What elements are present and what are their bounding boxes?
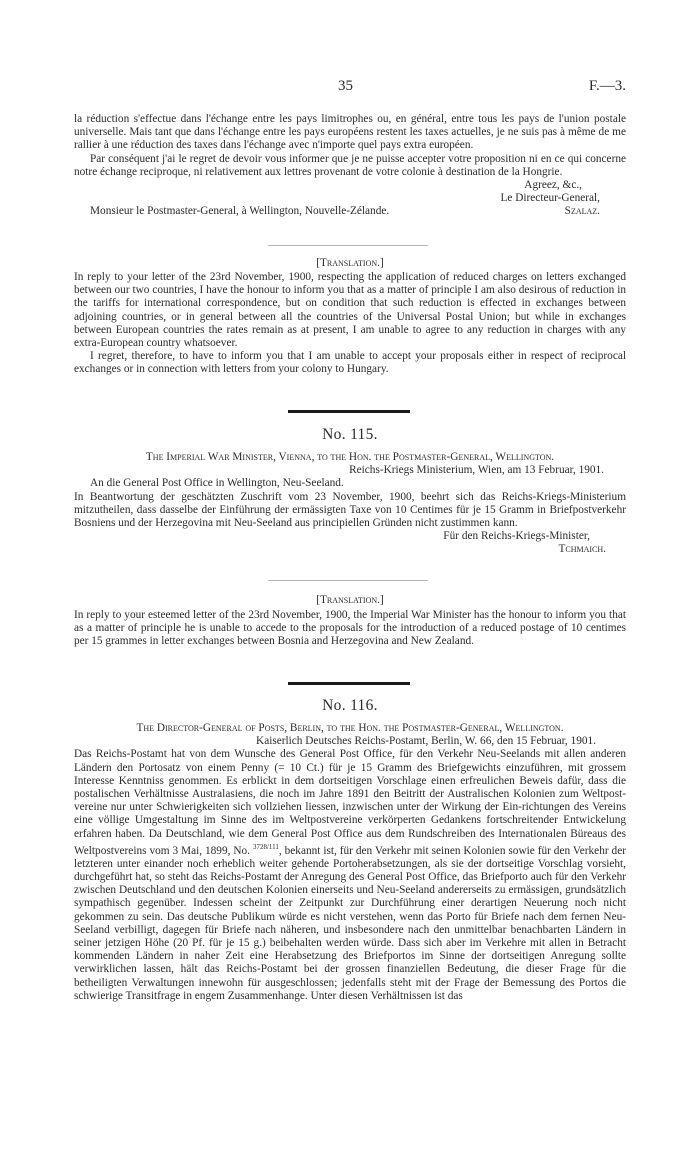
letter-116 xyxy=(74,722,626,1003)
closing-title: Le Directeur-General, xyxy=(500,192,600,205)
letter-body: In Beantwortung der geschätzten Zuschrift vom 23 November, 1900, beehrt sich das Reichs-Kriegs-Ministerium mitzutheilen, dass dasselbe der Einführung der ermässigten Taxe von 10 Centimes für je 15 Gramm in Briefpostverkehr Bosniens und der Herzegovina mit Neu-Seeland aus principiellen Gründen nicht zustimmen kann. xyxy=(74,490,626,530)
letter-body xyxy=(74,748,626,1003)
circular-number: 3728/111 xyxy=(252,842,279,851)
section-divider xyxy=(288,410,410,413)
section-title: No. 115. xyxy=(322,426,378,443)
addressee: Monsieur le Postmaster-General, à Wellington, Nouvelle-Zélande. xyxy=(90,205,390,218)
letter-115 xyxy=(74,451,626,557)
letter-continuation xyxy=(74,113,626,219)
french-paragraph: Par conséquent j'ai le regret de devoir vous informer que je ne puisse accepter votre proposition ni en ce qui concerne notre échange reciproque, ni relativement aux lettres provenant de votre colonie à destination de la Hongrie. xyxy=(74,152,626,178)
signature-title: Für den Reichs-Kriegs-Minister, xyxy=(443,530,590,543)
divider xyxy=(268,245,428,246)
section-title: No. 116. xyxy=(322,697,378,714)
translation-body xyxy=(74,609,626,649)
document-code: F.—3. xyxy=(588,78,626,94)
from-line: The Imperial War Minister, Vienna, to the Hon. the Postmaster-General, Wellington. xyxy=(145,451,555,463)
dateline: Reichs-Kriegs Ministerium, Wien, am 13 Februar, 1901. xyxy=(349,464,604,477)
addressee-line xyxy=(74,205,626,218)
salutation: An die General Post Office in Wellington, Neu-Seeland. xyxy=(90,477,344,490)
translation-heading: [Translation.] xyxy=(316,594,384,606)
french-paragraph: la réduction s'effectue dans l'échange entre les pays limitrophes ou, en général, entre tous les pays de l'union postale universelle. Mais tant que dans l'échange entre les pays européens restent les taxes actuelles, je ne suis pas à même de me rallier à une réduction des taxes dans l'échange avec n'importe quel pays extra européen. xyxy=(74,113,626,152)
section-divider xyxy=(288,682,410,685)
translation-paragraph: In reply to your esteemed letter of the 23rd November, 1900, the Imperial War Minister has the honour to inform you that as a matter of principle he is unable to accede to the proposals for the introduction of a reduced postage of 10 centimes per 15 grammes in letter exchanges between Bosnia and Herzegovina and New Zealand. xyxy=(74,609,626,648)
body-text: , bekannt ist, für den Verkehr mit seinen Kolonien sowie für den Verkehr der letzteren unter einander noch erheblich weiter gehende Portoherabsetzungen, als sie der dortseitige Vorschlag vorsieht, durchgeführt hat, so steht das Reichs-Postamt der Anregung des General Post Office, das Briefporto auch für den Verkehr zwischen Deutschland und den deutschen Kolonien einerseits und Neu-Seeland andererseits zu ermässigen, grundsätzlich sympathisch gegenüber. Indessen scheint der Zeitpunkt zur Durchführung einer derartigen Neuerung noch nicht gekommen zu sein. Das deutsche Publikum würde es nicht verstehen, wenn das Porto für Briefe nach dem fernen Neu-Seeland verbilligt, dagegen für Briefe nach näheren, und insbesondere nach den unmittelbar benachbarten Ländern in seiner jetzigen Höhe (20 Pf. für je 15 g.) beibehalten werden würde. Dass sich aber im Verkehre mit allen in Betracht kommenden Ländern in naher Zeit eine Herabsetzung des Briefportos im Sinne der dortseitigen Anregung sollte verwirklichen lassen, hält das Reichs-Postamt bei der grossen finanziellen Bedeutung, die dieser Frage für die betheiligten Verwaltungen innewohn für ausgeschlossen; jedenfalls steht mit der Frage der Bemessung des Portos die schwierige Transitfrage in engem Zusammenhange. Unter diesen Verhältnissen ist das xyxy=(74,844,626,1002)
translation-paragraph: In reply to your letter of the 23rd November, 1900, respecting the application of reduced charges on letters exchanged between our two countries, I have the honour to inform you that as a matter of principle I am also desirous of reduction in the tariffs for international correspondence, but on condition that such reduction is effected in exchanges between adjoining countries, or in general between all the countries of the Universal Postal Union; but while in exchanges between European countries the rates remain as at present, I am unable to agree to any reduction in charges with any extra-European country whatsoever. xyxy=(74,271,626,350)
translation-body xyxy=(74,271,626,377)
body-text: Das Reichs-Postamt hat von dem Wunsche des General Post Office, für den Verkehr Neu-Seelands mit allen anderen Ländern den Portosatz von einem Penny (= 10 Ct.) für je 15 Gramm des Briefgewichts einzuführen, mit grossem Interesse Kenntniss genommen. Es erblickt in dem dortseitigen Vorschlage einen erfreulichen Beweis dafür, dass die postalischen Verhältnisse Australasiens, die noch im Jahre 1891 den Beitritt der Australischen Kolonien zum Weltpost-vereine nur unter Schwierigkeiten sich vollziehen liessen, inzwischen unter der Wirkung der Ein-richtungen des Vereins eine völlige Umgestaltung im Sinne des im Weltpostvereine verkörperten Gedankens fortschreitender Entwickelung erfahren haben. Da Deutschland, wie dem General Post Office aus dem Rundschreiben des Internationalen Büreaus des Weltpostvereins vom 3 Mai, 1899, No. xyxy=(74,748,626,857)
signature: Tchmaich. xyxy=(558,543,606,556)
signature: Szalaz. xyxy=(564,205,600,218)
from-line: The Director-General of Posts, Berlin, to the Hon. the Postmaster-General, Wellington. xyxy=(136,722,564,734)
closing-line: Agreez, &c., xyxy=(524,179,582,192)
translation-heading: [Translation.] xyxy=(316,257,384,269)
translation-paragraph: I regret, therefore, to have to inform you that I am unable to accept your proposals either in respect of reciprocal exchanges or in connection with letters from your colony to Hungary. xyxy=(74,350,626,376)
dateline: Kaiserlich Deutsches Reichs-Postamt, Berlin, W. 66, den 15 Februar, 1901. xyxy=(256,735,596,748)
divider xyxy=(268,580,428,581)
page-number: 35 xyxy=(338,78,353,94)
